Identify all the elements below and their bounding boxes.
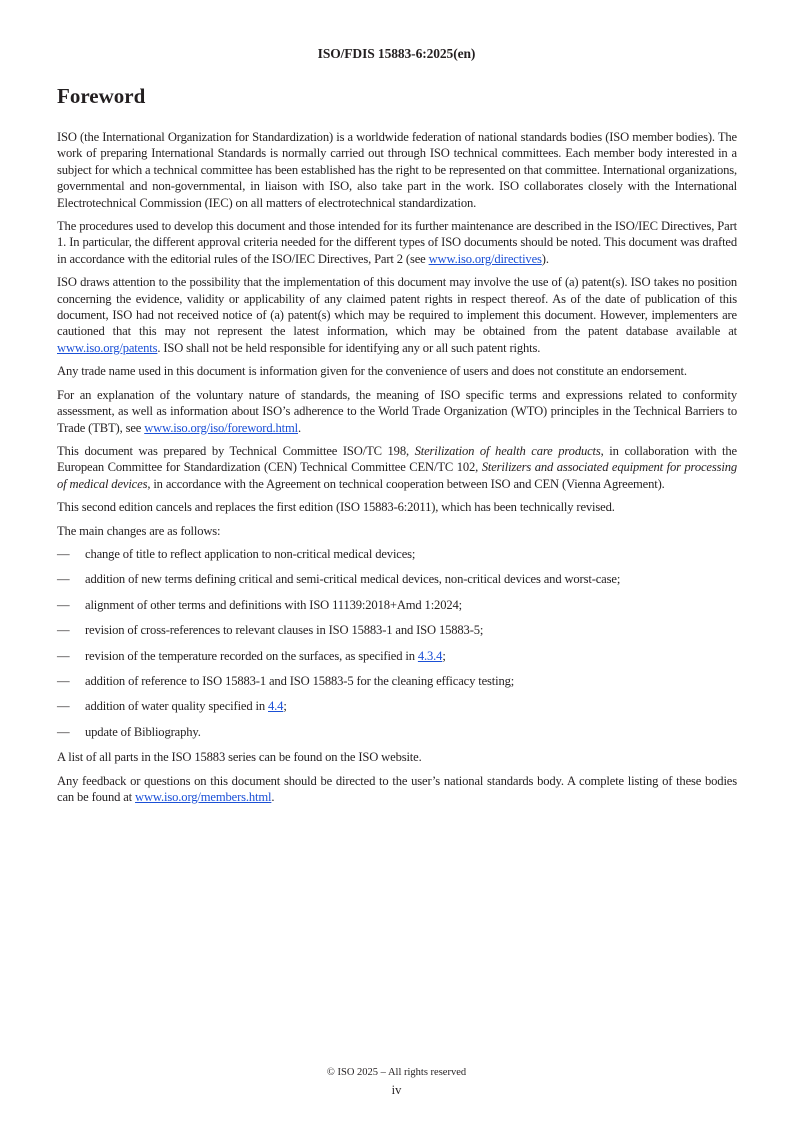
list-item — [57, 546, 737, 562]
list-item-text: alignment of other terms and definitions with ISO 11139:2018+Amd 1:2024; — [85, 597, 462, 612]
paragraph-text: For an explanation of the voluntary nature of standards, the meaning of ISO specific terms and expressions related to conformity assessment, as well as information about ISO’s adherence to the World Trade Organization (WTO) principles in the Technical Barriers to Trade (TBT), see — [57, 387, 737, 435]
list-item — [57, 698, 737, 714]
paragraph-committee — [57, 443, 737, 492]
list-item-text: revision of cross-references to relevant clauses in ISO 15883-1 and ISO 15883-5; — [85, 623, 484, 638]
paragraph-feedback — [57, 773, 737, 806]
paragraph-iso-intro: ISO (the International Organization for Standardization) is a worldwide federation of national standards bodies (ISO member bodies). The work of preparing International Standards is normally carried out through ISO technical committees. Each member body interested in a subject for which a technical committee has been established has the right to be represented on that committee. International organizations, governmental and non-governmental, in liaison with ISO, also take part in the work. ISO collaborates closely with the International Electrotechnical Commission (IEC) on all matters of electrotechnical standardization. — [57, 130, 737, 210]
list-item-text: ; — [442, 648, 446, 663]
clause-4-4-link[interactable]: 4.4 — [268, 699, 284, 714]
committee-title-cen: Sterilizers and associated equipment for processing of medical devices — [57, 460, 738, 491]
patents-link[interactable]: www.iso.org/patents — [57, 340, 158, 355]
list-item-text: change of title to reflect application to non-critical medical devices; — [85, 546, 416, 561]
paragraph-text: . — [271, 790, 275, 804]
list-item — [57, 673, 737, 689]
foreword-link[interactable]: www.iso.org/iso/foreword.html — [144, 420, 298, 435]
dash-bullet: — — [57, 597, 70, 612]
list-item-text: update of Bibliography. — [85, 724, 201, 739]
directives-link[interactable]: www.iso.org/directives — [428, 251, 542, 266]
dash-bullet: — — [57, 546, 70, 561]
list-item-text: addition of reference to ISO 15883-1 and ISO 15883-5 for the cleaning efficacy testing; — [85, 673, 515, 688]
list-item — [57, 622, 737, 638]
dash-bullet: — — [57, 724, 70, 739]
dash-bullet: — — [57, 623, 70, 638]
list-item — [57, 571, 737, 587]
paragraph-text: . — [297, 420, 301, 435]
list-item — [57, 724, 737, 740]
dash-bullet: — — [57, 673, 70, 688]
paragraph-text: . ISO shall not be held responsible for identifying any or all such patent rights. — [157, 340, 541, 355]
paragraph-series-list: A list of all parts in the ISO 15883 series can be found on the ISO website. — [57, 750, 422, 765]
list-item — [57, 597, 737, 613]
paragraph-text: , in accordance with the Agreement on technical cooperation between ISO and CEN (Vienna Agreement). — [147, 476, 665, 491]
document-id-header: ISO/FDIS 15883-6:2025(en) — [317, 46, 476, 61]
paragraph-text: Any feedback or questions on this document should be directed to the user’s national standards body. A complete listing of these bodies can be found at — [57, 773, 737, 804]
paragraph-text: This document was prepared by Technical Committee ISO/TC 198, — [57, 443, 415, 458]
paragraph-procedures — [57, 218, 737, 267]
section-title: Foreword — [57, 84, 146, 108]
paragraph-patents — [57, 274, 737, 356]
copyright-notice: © ISO 2025 – All rights reserved — [326, 1067, 467, 1078]
changes-list — [57, 546, 737, 740]
clause-4-3-4-link[interactable]: 4.3.4 — [417, 648, 443, 663]
paragraph-edition: This second edition cancels and replaces the first edition (ISO 15883-6:2011), which has been technically revised. — [57, 500, 615, 515]
dash-bullet: — — [57, 699, 70, 714]
dash-bullet: — — [57, 648, 70, 663]
paragraph-text: The procedures used to develop this document and those intended for its further maintenance are described in the ISO/IEC Directives, Part 1. In particular, the different approval criteria needed for the different types of ISO documents should be noted. This document was drafted in accordance with the editorial rules of the ISO/IEC Directives, Part 2 (see — [57, 219, 737, 266]
paragraph-changes-intro: The main changes are as follows: — [57, 523, 221, 538]
paragraph-text: , in collaboration with the European Committee for Standardization (CEN) Technical Committee CEN/TC 102, — [57, 443, 737, 475]
paragraph-text: ISO draws attention to the possibility that the implementation of this document may involve the use of (a) patent(s). ISO takes no position concerning the evidence, validity or applicability of any claimed patent rights in respect thereof. As of the date of publication of this document, ISO had not received notice of (a) patent(s) which may be required to implement this document. However, implementers are cautioned that this may not represent the latest information, which may be obtained from the patent database available at — [57, 275, 737, 339]
list-item-text: addition of new terms defining critical and semi-critical medical devices, non-critical devices and worst-case; — [85, 572, 621, 587]
list-item-text: addition of water quality specified in — [85, 699, 269, 714]
foreword-body — [57, 129, 737, 812]
page-number: iv — [391, 1083, 402, 1097]
list-item — [57, 648, 737, 664]
paragraph-voluntary-nature — [57, 387, 737, 436]
members-link[interactable]: www.iso.org/members.html — [135, 790, 272, 804]
page-footer — [0, 1066, 793, 1097]
paragraph-text: ). — [541, 251, 549, 266]
paragraph-trade-name: Any trade name used in this document is information given for the convenience of users and does not constitute an endorsement. — [57, 364, 687, 379]
committee-title-iso: Sterilization of health care products — [414, 443, 601, 458]
list-item-text: ; — [283, 699, 287, 714]
list-item-text: revision of the temperature recorded on the surfaces, as specified in — [85, 648, 418, 663]
dash-bullet: — — [57, 572, 70, 587]
